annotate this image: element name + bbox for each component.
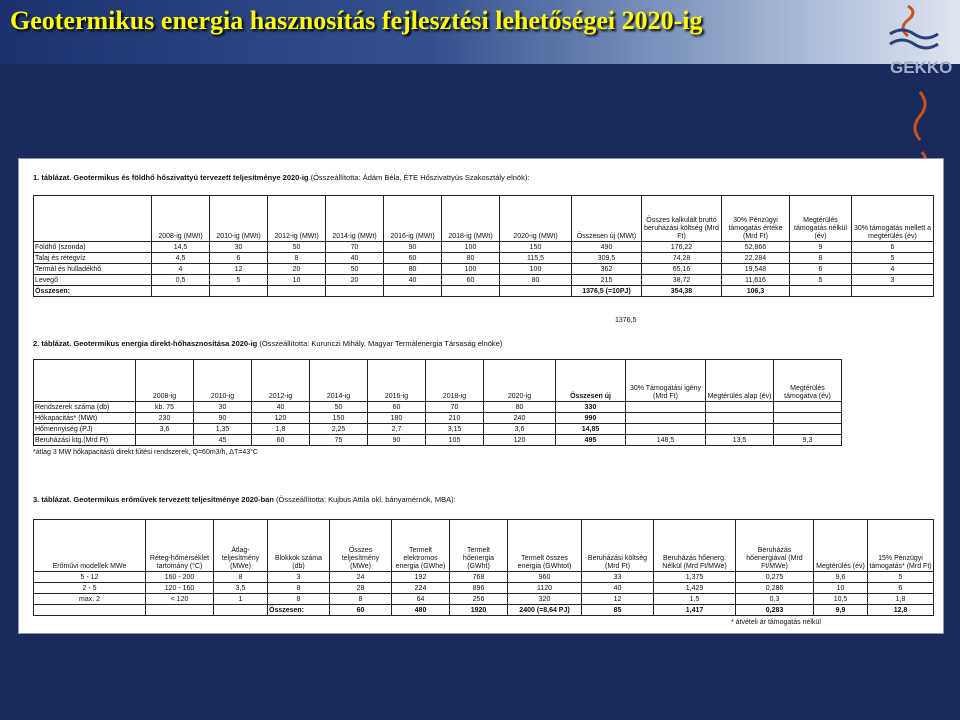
table3-cell: 8 <box>330 594 392 605</box>
table3-cell: 224 <box>392 583 450 594</box>
table3-cell: 120 - 160 <box>146 583 214 594</box>
table3-cell: 3,5 <box>214 583 268 594</box>
table1-header-row <box>34 196 934 242</box>
table1-cell <box>268 286 326 297</box>
table1-cell: 1376,5 (=10PJ) <box>572 286 642 297</box>
table2-footnote: *átlag 3 MW hőkapacitású direkt fűtési rendszerek, Q=60m3/h, ΔT=43°C <box>33 449 258 456</box>
table3-caption <box>33 495 456 504</box>
table2-cell: Hőkapacitás* (MWt) <box>34 413 136 424</box>
table3-caption-author: (Összeállította: Kujbus Attila okl. bányamérnök, MBA): <box>273 495 456 504</box>
table1-header <box>34 196 152 242</box>
table1-cell: 362 <box>572 264 642 275</box>
table3-cell: 40 <box>582 583 654 594</box>
table3-row <box>34 583 934 594</box>
table3-cell: 8 <box>268 594 330 605</box>
table1-cell <box>210 286 268 297</box>
table3-caption-title: 3. táblázat. Geotermikus erőművek tervezett teljesítménye 2020-ban <box>33 495 274 504</box>
table2-cell: 990 <box>556 413 626 424</box>
table1-cell: 4 <box>852 264 934 275</box>
table2-row <box>34 424 842 435</box>
table1-cell: 100 <box>442 264 500 275</box>
table1-caption <box>33 173 529 182</box>
slide-title: Geotermikus energia hasznosítás fejlesztési lehetőségei 2020-ig <box>10 6 703 35</box>
table3-cell: 256 <box>450 594 508 605</box>
table3-cell: 0,283 <box>736 605 814 616</box>
table2-cell: 80 <box>484 402 556 413</box>
table1-cell: 100 <box>500 264 572 275</box>
table1-cell <box>852 286 934 297</box>
table3-cell: 1,375 <box>654 572 736 583</box>
table3-header: Termelt összes energia (GWhtot) <box>508 520 582 572</box>
table1-row <box>34 242 934 253</box>
table3-header: Összes teljesítmény (MWe) <box>330 520 392 572</box>
table3-cell: 9,6 <box>814 572 868 583</box>
table2-header <box>34 360 136 402</box>
table2-header: Összesen új <box>556 360 626 402</box>
logo-wordmark: GEKKO <box>890 58 953 77</box>
table1-cell: 3 <box>852 275 934 286</box>
table2-cell <box>626 413 706 424</box>
table3-cell: 2400 (=8,64 PJ) <box>508 605 582 616</box>
table3-cell: 3 <box>268 572 330 583</box>
table1-cell: 50 <box>326 264 384 275</box>
table2-cell: Hőmennyiség (PJ) <box>34 424 136 435</box>
table2-cell: 50 <box>310 402 368 413</box>
table1-below-note: 1376,5 <box>615 317 637 324</box>
table1-header: Megtérülés támogatás nélkül (év) <box>790 196 852 242</box>
table2-cell: 3,15 <box>426 424 484 435</box>
table3-cell <box>34 605 146 616</box>
table3-cell: 1920 <box>450 605 508 616</box>
table1-cell: 60 <box>442 275 500 286</box>
table2-caption-author: (Összeállította: Kurunczi Mihály, Magyar Termálenergia Társaság elnöke) <box>257 339 503 348</box>
table1-row <box>34 253 934 264</box>
table3-cell: 960 <box>508 572 582 583</box>
table3-cell: 24 <box>330 572 392 583</box>
table1-row <box>34 264 934 275</box>
table1-cell: 80 <box>384 264 442 275</box>
table1-caption-title: 1. táblázat. Geotermikus és földhő hőszivattyú tervezett teljesítménye 2020-ig <box>33 173 309 182</box>
table1-header: 2010-ig (MWt) <box>210 196 268 242</box>
table3-cell: 160 - 200 <box>146 572 214 583</box>
table1-cell <box>442 286 500 297</box>
table2-cell: 330 <box>556 402 626 413</box>
table3-header: 15% Pénzügyi támogatás* (Mrd Ft) <box>868 520 934 572</box>
table1-cell: 5 <box>210 275 268 286</box>
table2-header-row <box>34 360 842 402</box>
table2-row <box>34 402 842 413</box>
table1-cell: 12 <box>210 264 268 275</box>
table2-header: 2016-ig <box>368 360 426 402</box>
table1-cell: 40 <box>326 253 384 264</box>
table1-cell: 50 <box>268 242 326 253</box>
table3-cell: 1120 <box>508 583 582 594</box>
table1-header: 2008-ig (MWt) <box>152 196 210 242</box>
table1-header: 2014-ig (MWt) <box>326 196 384 242</box>
table2-cell: 3,6 <box>136 424 194 435</box>
table1-cell: 6 <box>210 253 268 264</box>
table3-cell: 8 <box>214 572 268 583</box>
table3-cell: max. 2 <box>34 594 146 605</box>
table3-cell: 33 <box>582 572 654 583</box>
table3-footnote: * átvételi ár támogatás nélkül <box>731 619 821 626</box>
table3-header: Blokkok száma (db) <box>268 520 330 572</box>
table2-cell: Beruházási ktg.(Mrd Ft) <box>34 435 136 446</box>
table1-cell <box>384 286 442 297</box>
table2-cell: 60 <box>368 402 426 413</box>
table2-header: 2020-ig <box>484 360 556 402</box>
table2-cell <box>774 413 842 424</box>
table3-cell: 10,5 <box>814 594 868 605</box>
table3-cell: 768 <box>450 572 508 583</box>
table2-cell: 13,5 <box>706 435 774 446</box>
table3-cell: 0,286 <box>736 583 814 594</box>
table1-cell: 100 <box>442 242 500 253</box>
table2-header: 30% Támogatási igény (Mrd Ft) <box>626 360 706 402</box>
table3-cell: 60 <box>330 605 392 616</box>
table1-cell <box>152 286 210 297</box>
table2-cell <box>774 402 842 413</box>
table1-caption-author: (Összeállította: Ádám Béla, ÉTE Hőszivattyús Szakosztály elnök): <box>308 173 530 182</box>
table2-cell: 120 <box>252 413 310 424</box>
table2-cell: 120 <box>484 435 556 446</box>
table3-cell <box>214 605 268 616</box>
table2-cell <box>706 402 774 413</box>
table1-header: 30% támogatás mellett a megtérülés (év) <box>852 196 934 242</box>
table1-cell: 80 <box>500 275 572 286</box>
table2-cell <box>626 424 706 435</box>
table3-cell: 192 <box>392 572 450 583</box>
table1-cell: 70 <box>326 242 384 253</box>
table1-header: 2020-ig (MWt) <box>500 196 572 242</box>
table2-header: 2010-ig <box>194 360 252 402</box>
table3-cell: 1,417 <box>654 605 736 616</box>
table2-header: 2012-ig <box>252 360 310 402</box>
slide-header <box>0 0 960 64</box>
table2-header: 2018-ig <box>426 360 484 402</box>
table2-cell: 70 <box>426 402 484 413</box>
table1-cell: 176,22 <box>642 242 722 253</box>
table3-cell: 2 - 5 <box>34 583 146 594</box>
table2-cell: 230 <box>136 413 194 424</box>
table1-cell: 90 <box>384 242 442 253</box>
table2-cell: 14,85 <box>556 424 626 435</box>
table1-cell: Termál és hulladékhő <box>34 264 152 275</box>
table1-cell: 52,866 <box>722 242 790 253</box>
table1-cell: 490 <box>572 242 642 253</box>
table2-header: Megtérülés alap (év) <box>706 360 774 402</box>
table2-row <box>34 435 842 446</box>
table3-header: Réteg-hőmérséklet tartomány (°C) <box>146 520 214 572</box>
table3-cell: 12 <box>582 594 654 605</box>
table2-cell: kb. 75 <box>136 402 194 413</box>
table1-cell <box>790 286 852 297</box>
table2-cell: Rendszerek száma (db) <box>34 402 136 413</box>
table2-cell: 3,6 <box>484 424 556 435</box>
table1-cell: 106,3 <box>722 286 790 297</box>
table3-cell: 1,5 <box>654 594 736 605</box>
table1-cell: 22,284 <box>722 253 790 264</box>
table2-cell: 40 <box>252 402 310 413</box>
table2-cell: 1,35 <box>194 424 252 435</box>
table1-header: Összes kalkulált bruttó beruházási költség (Mrd Ft) <box>642 196 722 242</box>
table3-row <box>34 594 934 605</box>
table1-cell: 74,28 <box>642 253 722 264</box>
table3-row <box>34 572 934 583</box>
table1-cell <box>500 286 572 297</box>
table1-cell: 8 <box>790 253 852 264</box>
table3-cell: 320 <box>508 594 582 605</box>
table3-cell: 6 <box>868 583 934 594</box>
table1-cell: 65,16 <box>642 264 722 275</box>
table1-cell: 10 <box>268 275 326 286</box>
table2-cell <box>136 435 194 446</box>
table3-cell: 0,3 <box>736 594 814 605</box>
table2-cell: 90 <box>368 435 426 446</box>
table2-cell <box>706 413 774 424</box>
table1 <box>33 195 934 297</box>
table1-cell: 115,5 <box>500 253 572 264</box>
table1-cell: 19,548 <box>722 264 790 275</box>
table1-cell: 20 <box>268 264 326 275</box>
table1-row <box>34 275 934 286</box>
table3-header: Átlag-teljesítmény (MWe) <box>214 520 268 572</box>
table1-cell: 30 <box>210 242 268 253</box>
table2-cell: 9,3 <box>774 435 842 446</box>
table3-cell: 0,275 <box>736 572 814 583</box>
table3-cell: 12,8 <box>868 605 934 616</box>
table3-row <box>34 605 934 616</box>
table3-cell: 10 <box>814 583 868 594</box>
table1-cell: 6 <box>852 242 934 253</box>
table3-cell: 1,429 <box>654 583 736 594</box>
table3-cell: 5 <box>868 572 934 583</box>
table1-cell: 80 <box>442 253 500 264</box>
table3 <box>33 519 934 616</box>
table2-cell: 240 <box>484 413 556 424</box>
table2-cell: 90 <box>194 413 252 424</box>
table3-cell: 9,9 <box>814 605 868 616</box>
table2-cell: 2,25 <box>310 424 368 435</box>
table2-cell: 180 <box>368 413 426 424</box>
table3-header: Beruházási költség (Mrd Ft) <box>582 520 654 572</box>
table3-cell: 1,8 <box>868 594 934 605</box>
table1-header: Összesen új (MWt) <box>572 196 642 242</box>
table1-cell <box>326 286 384 297</box>
table1-header: 2018-ig (MWt) <box>442 196 500 242</box>
table1-cell: Összesen: <box>34 286 152 297</box>
table1-cell: 11,616 <box>722 275 790 286</box>
table1-cell: 5 <box>790 275 852 286</box>
table2 <box>33 359 842 446</box>
table1-cell: 20 <box>326 275 384 286</box>
table2-cell: 45 <box>194 435 252 446</box>
table1-cell: 309,5 <box>572 253 642 264</box>
table3-cell: 480 <box>392 605 450 616</box>
table2-cell <box>774 424 842 435</box>
table1-cell: 9 <box>790 242 852 253</box>
table3-cell <box>146 605 214 616</box>
table3-header: Megtérülés (év) <box>814 520 868 572</box>
content-image <box>18 158 944 634</box>
table2-header: Megtérülés támogatva (év) <box>774 360 842 402</box>
table2-cell: 60 <box>252 435 310 446</box>
table2-header: 2008-ig <box>136 360 194 402</box>
table2-cell: 150 <box>310 413 368 424</box>
table2-cell: 495 <box>556 435 626 446</box>
table1-cell: 8 <box>268 253 326 264</box>
table2-cell: 1,8 <box>252 424 310 435</box>
table1-cell: 60 <box>384 253 442 264</box>
table1-cell: 354,38 <box>642 286 722 297</box>
table2-cell: 105 <box>426 435 484 446</box>
table3-header: Termelt hőenergia (GWht) <box>450 520 508 572</box>
table3-cell: Összesen: <box>268 605 330 616</box>
table3-cell: 8 <box>268 583 330 594</box>
table3-cell: 28 <box>330 583 392 594</box>
table3-header: Erőművi modellek MWe <box>34 520 146 572</box>
table1-cell: 4 <box>152 264 210 275</box>
table1-cell: 40 <box>384 275 442 286</box>
table2-caption <box>33 339 502 348</box>
table2-header: 2014-ig <box>310 360 368 402</box>
table1-cell: 0,5 <box>152 275 210 286</box>
table1-cell: 14,5 <box>152 242 210 253</box>
table2-cell: 2,7 <box>368 424 426 435</box>
table1-cell: Levegő <box>34 275 152 286</box>
table1-row <box>34 286 934 297</box>
table1-cell: Földhő (szonda) <box>34 242 152 253</box>
table3-header: Beruházás hőenergiával (Mrd Ft/MWe) <box>736 520 814 572</box>
table1-header: 30% Pénzügyi támogatás értéke (Mrd Ft) <box>722 196 790 242</box>
table3-cell: 5 - 12 <box>34 572 146 583</box>
table3-cell: 64 <box>392 594 450 605</box>
table2-cell: 75 <box>310 435 368 446</box>
table3-header: Beruházás hőenerg. Nélkül (Mrd Ft/MWe) <box>654 520 736 572</box>
table2-caption-title: 2. táblázat. Geotermikus energia direkt-hőhasznosítása 2020-ig <box>33 339 258 348</box>
table3-cell: 1 <box>214 594 268 605</box>
table3-header-row <box>34 520 934 572</box>
table1-cell: 6 <box>790 264 852 275</box>
table2-row <box>34 413 842 424</box>
table1-cell: Talaj és rétegvíz <box>34 253 152 264</box>
table1-cell: 150 <box>500 242 572 253</box>
table2-cell <box>626 402 706 413</box>
table3-cell: 896 <box>450 583 508 594</box>
table1-cell: 215 <box>572 275 642 286</box>
table1-cell: 4,5 <box>152 253 210 264</box>
table2-cell <box>706 424 774 435</box>
table1-cell: 5 <box>852 253 934 264</box>
table3-cell: 85 <box>582 605 654 616</box>
table2-cell: 148,5 <box>626 435 706 446</box>
table1-header: 2012-ig (MWt) <box>268 196 326 242</box>
table2-cell: 30 <box>194 402 252 413</box>
table1-header: 2016-ig (MWt) <box>384 196 442 242</box>
table2-cell: 210 <box>426 413 484 424</box>
table1-cell: 38,72 <box>642 275 722 286</box>
table3-cell: < 120 <box>146 594 214 605</box>
table3-header: Termelt elektromos energia (GWhe) <box>392 520 450 572</box>
